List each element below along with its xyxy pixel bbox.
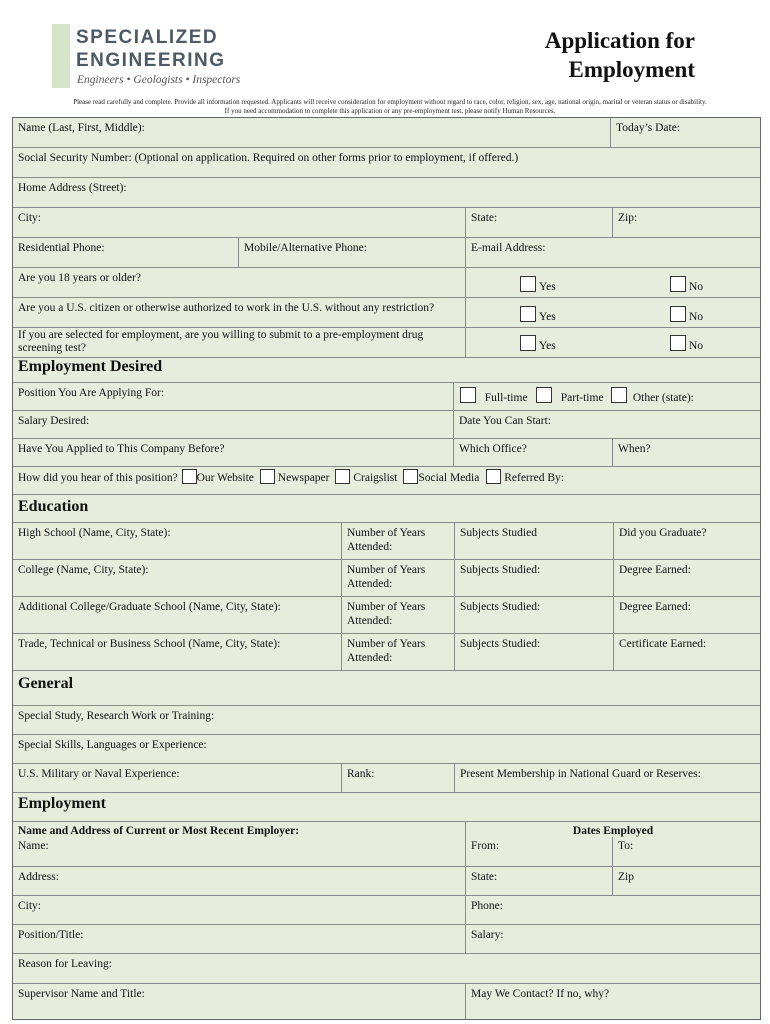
- applied-before-label: Have You Applied to This Company Before?: [18, 443, 225, 455]
- high-school-graduate-field[interactable]: [613, 523, 760, 559]
- website-label: Our Website: [196, 472, 254, 484]
- logo-line-1: SPECIALIZED: [76, 27, 219, 48]
- age-question-label: Are you 18 years or older?: [18, 272, 141, 284]
- craigslist-label: Craigslist: [353, 472, 398, 484]
- high-school-subjects-field[interactable]: [454, 523, 613, 559]
- college-subjects-label: Subjects Studied:: [460, 564, 541, 576]
- drug-test-answer: [465, 328, 760, 357]
- form-row-salary: [13, 411, 760, 439]
- applied-before-field[interactable]: [13, 439, 453, 466]
- name-label: Name (Last, First, Middle):: [18, 122, 145, 134]
- logo-accent-bar: [52, 24, 70, 88]
- high-school-field[interactable]: [13, 523, 341, 559]
- from-date-label: From:: [471, 840, 500, 852]
- citizen-question-label: Are you a U.S. citizen or otherwise authorized to work in the U.S. without any restriction?: [18, 302, 435, 314]
- other-label: Other (state):: [632, 392, 694, 404]
- trade-school-field[interactable]: [13, 634, 341, 670]
- email-field[interactable]: [465, 238, 760, 267]
- todays-date-field[interactable]: [610, 118, 760, 147]
- graduate-subjects-field[interactable]: [454, 597, 613, 633]
- form-row-special-skills: [13, 735, 760, 764]
- employer-state-field[interactable]: [465, 867, 612, 895]
- citizen-yes-checkbox[interactable]: [520, 306, 536, 322]
- may-contact-label: May We Contact? If no, why?: [471, 988, 610, 1000]
- start-date-field[interactable]: [453, 411, 760, 438]
- form-row-employer-position: [13, 925, 760, 954]
- high-school-years-field[interactable]: [341, 523, 454, 559]
- graduate-years-label: Number of Years Attended:: [347, 601, 426, 627]
- employer-position-field[interactable]: [13, 925, 465, 953]
- logo-line-2: ENGINEERING: [76, 50, 226, 71]
- age-yes-option[interactable]: [520, 276, 556, 294]
- social-media-checkbox[interactable]: [403, 469, 418, 484]
- form-row-heard-about: [13, 467, 760, 495]
- referred-label: Referred By:: [504, 472, 564, 484]
- education-row-high-school: [13, 523, 760, 560]
- employer-phone-label: Phone:: [471, 900, 503, 912]
- education-row-trade: [13, 634, 760, 671]
- form-row-reason-leaving: [13, 954, 760, 984]
- part-time-label: Part-time: [560, 392, 604, 404]
- trade-certificate-field[interactable]: [613, 634, 760, 670]
- trade-years-label: Number of Years Attended:: [347, 638, 426, 664]
- graduate-degree-field[interactable]: [613, 597, 760, 633]
- notice-line-2: If you need accommodation to complete this application or any pre-employment test, please notify Human Resources.: [224, 107, 556, 115]
- form-row-ssn: [13, 148, 760, 178]
- mobile-phone-field[interactable]: [238, 238, 465, 267]
- high-school-label: High School (Name, City, State):: [18, 527, 171, 539]
- state-label: State:: [471, 212, 498, 224]
- city-field[interactable]: [13, 208, 465, 237]
- graduate-subjects-label: Subjects Studied:: [460, 601, 541, 613]
- home-address-field[interactable]: [13, 178, 760, 207]
- college-years-field[interactable]: [341, 560, 454, 596]
- website-checkbox[interactable]: [182, 469, 197, 484]
- age-no-label: No: [689, 281, 704, 293]
- age-question: [13, 268, 465, 297]
- trade-certificate-label: Certificate Earned:: [619, 638, 707, 650]
- form-row-phone: [13, 238, 760, 268]
- form-row-employer-name: [13, 837, 760, 867]
- to-date-label: To:: [618, 840, 634, 852]
- newspaper-label: Newspaper: [277, 472, 330, 484]
- form-row-drug-test: [13, 328, 760, 358]
- employer-zip-field[interactable]: [612, 867, 760, 895]
- position-field[interactable]: [13, 383, 453, 410]
- when-label: When?: [618, 443, 651, 455]
- employer-header-row: [13, 822, 760, 837]
- drug-test-yes-checkbox[interactable]: [520, 335, 536, 351]
- age-answer: [465, 268, 760, 297]
- ssn-label: Social Security Number: (Optional on application. Required on other forms prior to employment, if offered.): [18, 152, 519, 164]
- drug-test-no-label: No: [689, 340, 704, 352]
- military-label: U.S. Military or Naval Experience:: [18, 768, 180, 780]
- title-line-1: Application for: [544, 28, 695, 53]
- employment-heading: Employment: [18, 795, 106, 812]
- when-field[interactable]: [612, 439, 760, 466]
- salary-desired-field[interactable]: [13, 411, 453, 438]
- national-guard-field[interactable]: [454, 764, 760, 792]
- state-field[interactable]: [465, 208, 612, 237]
- high-school-subjects-label: Subjects Studied: [460, 527, 537, 539]
- employer-city-field[interactable]: [13, 896, 465, 924]
- graduate-years-field[interactable]: [341, 597, 454, 633]
- part-time-option[interactable]: [536, 387, 604, 405]
- supervisor-field[interactable]: [13, 984, 465, 1019]
- college-years-label: Number of Years Attended:: [347, 564, 426, 590]
- supervisor-label: Supervisor Name and Title:: [18, 988, 145, 1000]
- employer-city-label: City:: [18, 900, 42, 912]
- college-label: College (Name, City, State):: [18, 564, 149, 576]
- citizen-question: [13, 298, 465, 327]
- which-office-label: Which Office?: [459, 443, 527, 455]
- citizen-yes-label: Yes: [539, 311, 556, 323]
- full-time-label: Full-time: [484, 392, 528, 404]
- citizen-no-option[interactable]: [670, 306, 703, 324]
- drug-test-no-option[interactable]: [670, 335, 703, 353]
- social-media-label: Social Media: [418, 472, 480, 484]
- email-label: E-mail Address:: [471, 242, 546, 254]
- drug-test-no-checkbox[interactable]: [670, 335, 686, 351]
- college-subjects-field[interactable]: [454, 560, 613, 596]
- residential-phone-field[interactable]: [13, 238, 238, 267]
- college-field[interactable]: [13, 560, 341, 596]
- title-line-2: Employment: [568, 57, 695, 82]
- employer-name-field[interactable]: [13, 837, 465, 866]
- citizen-no-checkbox[interactable]: [670, 306, 686, 322]
- form-row-employer-city: [13, 896, 760, 925]
- employer-salary-label: Salary:: [471, 929, 504, 941]
- full-time-option[interactable]: [460, 387, 528, 405]
- special-skills-label: Special Skills, Languages or Experience:: [18, 739, 207, 751]
- form-row-city: [13, 208, 760, 238]
- form-row-home-address: [13, 178, 760, 208]
- form-row-age: [13, 268, 760, 298]
- military-field[interactable]: [13, 764, 341, 792]
- mobile-phone-label: Mobile/Alternative Phone:: [244, 242, 367, 254]
- age-no-checkbox[interactable]: [670, 276, 686, 292]
- from-date-field[interactable]: [465, 837, 612, 866]
- employer-salary-field[interactable]: [465, 925, 760, 953]
- home-address-label: Home Address (Street):: [18, 182, 127, 194]
- college-degree-field[interactable]: [613, 560, 760, 596]
- drug-test-yes-label: Yes: [539, 340, 556, 352]
- application-form: [12, 117, 761, 1020]
- trade-school-label: Trade, Technical or Business School (Name, City, State):: [18, 638, 281, 650]
- national-guard-label: Present Membership in National Guard or Reserves:: [460, 768, 701, 780]
- newspaper-checkbox[interactable]: [260, 469, 275, 484]
- employer-address-field[interactable]: [13, 867, 465, 895]
- todays-date-label: Today’s Date:: [616, 122, 681, 134]
- employer-header: Name and Address of Current or Most Recent Employer:: [18, 825, 300, 837]
- trade-years-field[interactable]: [341, 634, 454, 670]
- citizen-answer: [465, 298, 760, 327]
- residential-phone-label: Residential Phone:: [18, 242, 105, 254]
- education-row-college: [13, 560, 760, 597]
- age-yes-label: Yes: [539, 281, 556, 293]
- drug-test-question-label: If you are selected for employment, are you willing to submit to a pre-employment drug screening test?: [18, 329, 424, 354]
- special-study-label: Special Study, Research Work or Training:: [18, 710, 215, 722]
- trade-subjects-label: Subjects Studied:: [460, 638, 541, 650]
- form-row-name: [13, 118, 760, 148]
- section-employment-desired: [13, 358, 760, 383]
- other-checkbox[interactable]: [611, 387, 627, 403]
- reason-leaving-field[interactable]: [13, 954, 760, 983]
- dates-employed-header: Dates Employed: [465, 822, 760, 837]
- ssn-field[interactable]: [13, 148, 760, 177]
- section-general: [13, 671, 760, 706]
- graduate-school-field[interactable]: [13, 597, 341, 633]
- heard-about-label: How did you hear of this position?: [18, 472, 178, 484]
- rank-field[interactable]: [341, 764, 454, 792]
- salary-desired-label: Salary Desired:: [18, 415, 90, 427]
- citizen-no-label: No: [689, 311, 704, 323]
- employer-name-label: Name:: [18, 840, 49, 852]
- application-notice: [12, 98, 768, 116]
- age-yes-checkbox[interactable]: [520, 276, 536, 292]
- may-contact-field[interactable]: [465, 984, 760, 1019]
- education-heading: Education: [18, 498, 89, 515]
- craigslist-checkbox[interactable]: [335, 469, 350, 484]
- section-employment: [13, 793, 760, 822]
- education-row-graduate: [13, 597, 760, 634]
- zip-field[interactable]: [612, 208, 760, 237]
- age-no-option[interactable]: [670, 276, 703, 294]
- form-row-military: [13, 764, 760, 793]
- general-heading: General: [18, 675, 74, 692]
- graduate-school-label: Additional College/Graduate School (Name, City, State):: [18, 601, 281, 613]
- employment-desired-heading: Employment Desired: [18, 358, 163, 375]
- referred-checkbox[interactable]: [486, 469, 501, 484]
- form-row-special-study: [13, 706, 760, 735]
- start-date-label: Date You Can Start:: [459, 415, 551, 427]
- full-time-checkbox[interactable]: [460, 387, 476, 403]
- employer-position-label: Position/Title:: [18, 929, 84, 941]
- to-date-field[interactable]: [612, 837, 760, 866]
- name-field[interactable]: [13, 118, 610, 147]
- page-title: [475, 26, 695, 84]
- trade-subjects-field[interactable]: [454, 634, 613, 670]
- employer-phone-field[interactable]: [465, 896, 760, 924]
- drug-test-yes-option[interactable]: [520, 335, 556, 353]
- special-skills-field[interactable]: [13, 735, 760, 763]
- college-degree-label: Degree Earned:: [619, 564, 691, 576]
- logo-tagline: Engineers • Geologists • Inspectors: [77, 74, 241, 86]
- high-school-graduate-label: Did you Graduate?: [619, 527, 707, 539]
- company-logo: [52, 24, 282, 90]
- citizen-yes-option[interactable]: [520, 306, 556, 324]
- form-row-citizen: [13, 298, 760, 328]
- other-option[interactable]: [611, 387, 694, 405]
- graduate-degree-label: Degree Earned:: [619, 601, 691, 613]
- high-school-years-label: Number of Years Attended:: [347, 527, 426, 553]
- special-study-field[interactable]: [13, 706, 760, 734]
- heard-about-field: [13, 467, 760, 494]
- zip-label: Zip:: [618, 212, 638, 224]
- position-label: Position You Are Applying For:: [18, 387, 165, 399]
- form-row-applied-before: [13, 439, 760, 467]
- notice-line-1: Please read carefully and complete. Provide all information requested. Applicants will receive consideration for employment without regard to race, color, religion, sex, age, national origin, marital or veteran status or disability.: [73, 98, 707, 106]
- form-row-employer-address: [13, 867, 760, 896]
- city-label: City:: [18, 212, 42, 224]
- form-row-supervisor: [13, 984, 760, 1019]
- drug-test-question: [13, 328, 465, 357]
- section-education: [13, 495, 760, 523]
- rank-label: Rank:: [347, 768, 375, 780]
- employer-zip-label: Zip: [618, 871, 634, 883]
- employer-address-label: Address:: [18, 871, 59, 883]
- position-type: [453, 383, 760, 410]
- which-office-field[interactable]: [453, 439, 612, 466]
- part-time-checkbox[interactable]: [536, 387, 552, 403]
- reason-leaving-label: Reason for Leaving:: [18, 958, 112, 970]
- employer-state-label: State:: [471, 871, 498, 883]
- form-row-position: [13, 383, 760, 411]
